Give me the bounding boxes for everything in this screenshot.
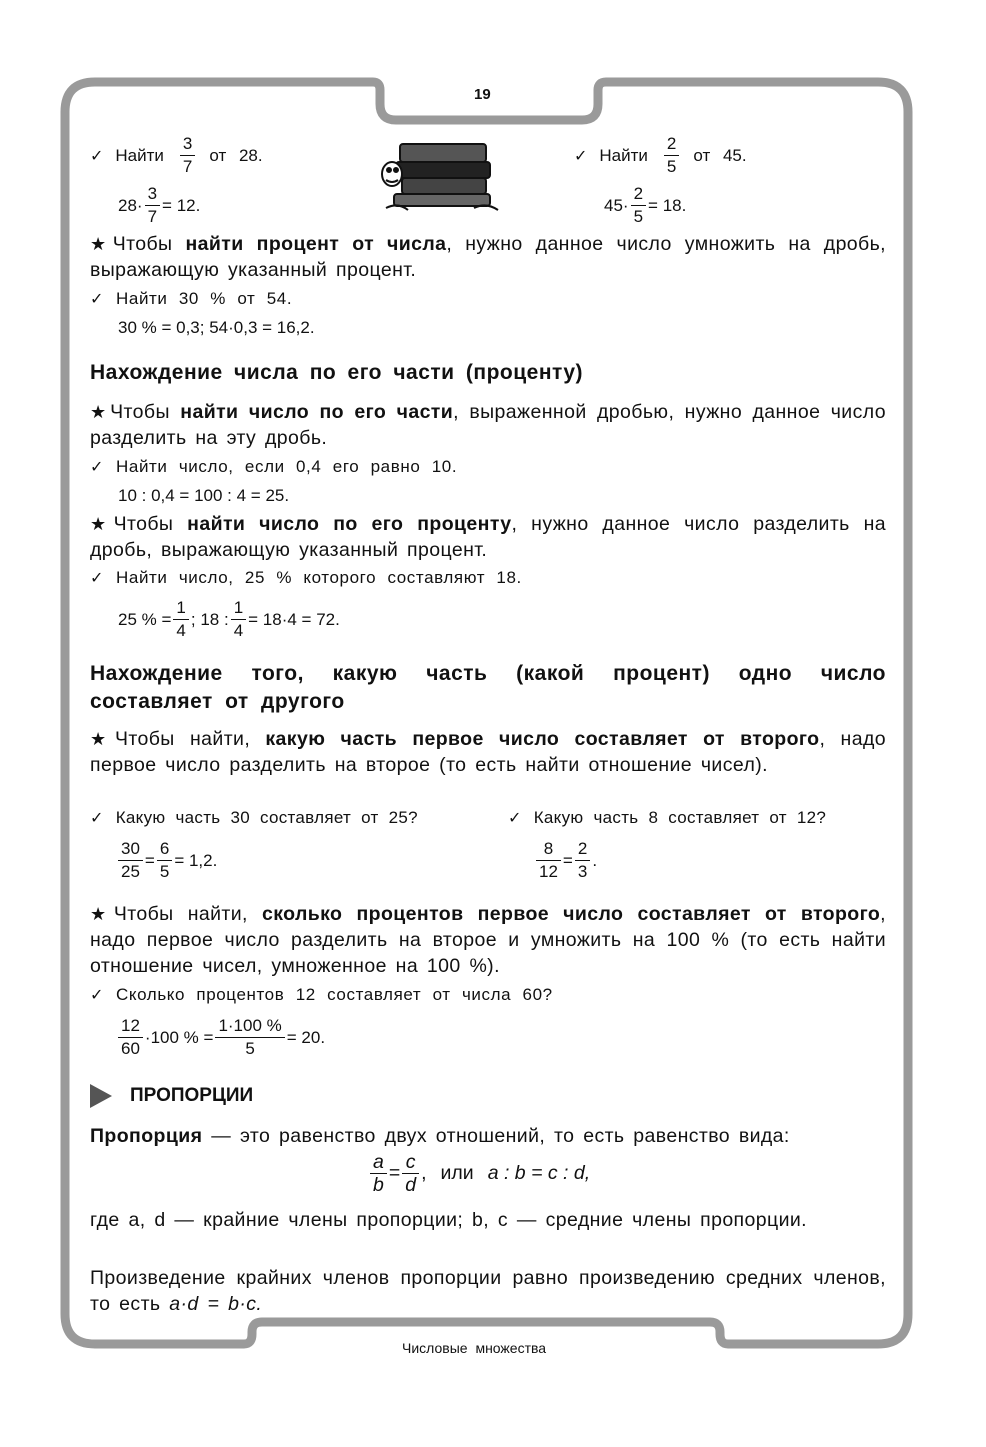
page-number: 19: [474, 86, 491, 103]
heading-number-by-part: Нахождение числа по его части (проценту): [90, 361, 584, 384]
check-icon: ✓: [90, 459, 105, 476]
proportion-product: Произведение крайних членов пропорции равно произведению средних членов, то есть a·d = b·c.: [90, 1267, 886, 1315]
rule-percent-ratio: ★ Чтобы найти, сколько процентов первое число составляет от второго, надо первое число разделить на второе и умножить на 100 % (то есть найти отношение чисел, умноженное на 100 %).: [90, 903, 886, 977]
example-5: ✓ Найти число, 25 % которого составляют 18.: [90, 568, 522, 587]
example-6: ✓ Какую часть 30 составляет от 25?: [90, 808, 418, 827]
example-find-fraction-1: ✓ Найти $\frac{3}{7}$ от 28.: [90, 134, 263, 176]
solution-3: 30 % = 0,3; 54·0,3 = 16,2.: [118, 318, 315, 337]
check-icon: ✓: [90, 147, 104, 165]
rule-ratio: ★ Чтобы найти, какую часть первое число составляет от второго, надо первое число разделить на второе (то есть найти отношение чисел).: [90, 728, 886, 776]
proportion-formula: $\frac{a}{b}$ = $\frac{c}{d}$ , или a : b = c : d,: [368, 1151, 590, 1196]
solution-8: $\frac{12}{60}$ ·100 % = $\frac{1\cdot 100 \%}{5}$ = 20.: [116, 1015, 325, 1060]
check-icon: ✓: [574, 147, 588, 165]
heading-part-of-number: Нахождение того, какую часть (какой процент) одно число составляет от другого: [90, 662, 886, 713]
star-icon: ★: [90, 729, 113, 749]
solution-2: 45· $\frac{2}{5}$ = 18.: [604, 184, 687, 226]
example-7: ✓ Какую часть 8 составляет от 12?: [508, 808, 827, 827]
example-find-fraction-2: ✓ Найти $\frac{2}{5}$ от 45.: [574, 134, 747, 176]
section-proportions: ПРОПОРЦИИ: [88, 1083, 253, 1109]
books-illustration-icon: [378, 136, 506, 216]
example-8: ✓ Сколько процентов 12 составляет от числа 60?: [90, 985, 553, 1004]
rule-number-by-part: ★ Чтобы найти число по его части, выраженной дробью, нужно данное число разделить на эту дробь.: [90, 401, 886, 449]
star-icon: ★: [90, 904, 112, 924]
footer-title: Числовые множества: [402, 1340, 547, 1356]
example-3: ✓ Найти 30 % от 54.: [90, 289, 293, 308]
star-icon: ★: [90, 402, 109, 422]
solution-1: 28· $\frac{3}{7}$ = 12.: [118, 184, 201, 226]
star-icon: ★: [90, 234, 111, 254]
example-4: ✓ Найти число, если 0,4 его равно 10.: [90, 457, 458, 476]
rule-number-by-percent: ★ Чтобы найти число по его проценту, нужно данное число разделить на дробь, выражающую указанный процент.: [90, 513, 886, 561]
check-icon: ✓: [90, 810, 104, 827]
check-icon: ✓: [90, 987, 105, 1004]
check-icon: ✓: [90, 570, 105, 587]
proportion-terms: где a, d — крайние члены пропорции; b, c — средние члены пропорции.: [90, 1209, 807, 1231]
solution-7: $\frac{8}{12}$ = $\frac{2}{3}$ .: [534, 838, 597, 883]
proportion-definition: Пропорция — это равенство двух отношений, то есть равенство вида:: [90, 1125, 790, 1147]
solution-6: $\frac{30}{25}$ = $\frac{6}{5}$ = 1,2.: [116, 838, 217, 883]
check-icon: ✓: [90, 291, 105, 308]
check-icon: ✓: [508, 810, 522, 827]
rule-percent-of-number: ★ Чтобы найти процент от числа, нужно данное число умножить на дробь, выражающую указанный процент.: [90, 233, 887, 281]
star-icon: ★: [90, 514, 112, 534]
solution-4: 10 : 0,4 = 100 : 4 = 25.: [118, 486, 290, 505]
solution-5: 25 % = $\frac{1}{4}$ ; 18 : $\frac{1}{4}$ = 18·4 = 72.: [118, 598, 340, 640]
triangle-marker-icon: [88, 1083, 114, 1109]
